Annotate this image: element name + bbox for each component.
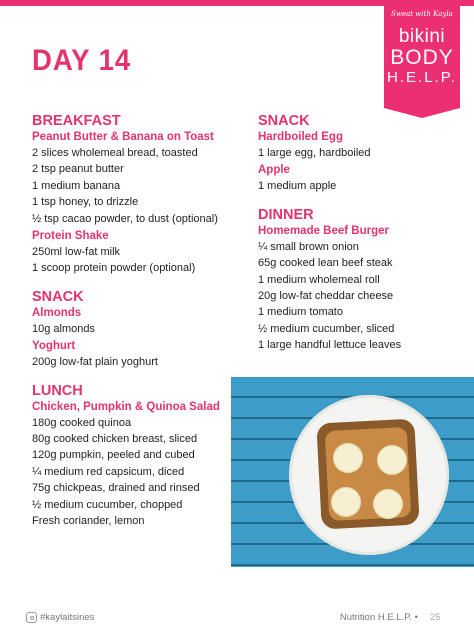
- ingredient-line: 20g low-fat cheddar cheese: [258, 290, 394, 303]
- logo-line-bikini: bikini: [398, 26, 446, 47]
- meal-heading: DINNER: [258, 206, 314, 223]
- ingredient-line: 2 slices wholemeal bread, toasted: [32, 147, 198, 159]
- ingredient-line: 180g cooked quinoa: [32, 416, 132, 429]
- meal-column-left: [32, 112, 242, 530]
- recipe-title: Protein Shake: [32, 230, 109, 243]
- recipe-title: Hardboiled Egg: [258, 131, 343, 143]
- recipe-title: Chicken, Pumpkin & Quinoa Salad: [32, 400, 220, 413]
- ingredient-line: 1 tsp honey, to drizzle: [32, 196, 139, 209]
- meal-heading: SNACK: [258, 113, 310, 129]
- meal-heading: SNACK: [32, 288, 84, 305]
- meal-heading: BREAKFAST: [32, 113, 121, 129]
- ingredient-line: 1 medium banana: [32, 179, 121, 192]
- page-number: 25: [430, 612, 441, 623]
- logo-line-body: BODY: [390, 46, 454, 69]
- ingredient-line: 65g cooked lean beef steak: [258, 257, 393, 270]
- ingredient-line: 2 tsp peanut butter: [32, 163, 124, 176]
- ingredient-line: 75g chickpeas, drained and rinsed: [32, 482, 200, 495]
- section-spacer: [258, 195, 468, 206]
- ingredient-line: 120g pumpkin, peeled and cubed: [32, 449, 195, 462]
- meal-heading: LUNCH: [32, 382, 83, 399]
- bikini-body-help-logo: [384, 0, 460, 108]
- recipe-title: Peanut Butter & Banana on Toast: [32, 131, 214, 143]
- banana-slice: [331, 487, 361, 517]
- recipe-title: Homemade Beef Burger: [258, 224, 390, 237]
- ingredient-line: 1 medium tomato: [258, 306, 343, 319]
- ingredient-line: 200g low-fat plain yoghurt: [32, 356, 158, 369]
- ingredient-line: 1 large egg, hardboiled: [258, 147, 371, 159]
- meal-column-right: [258, 112, 468, 354]
- footer-brand: Nutrition H.E.L.P. •: [339, 612, 418, 623]
- banana-slice: [333, 443, 363, 473]
- ingredient-line: ½ tsp cacao powder, to dust (optional): [32, 212, 218, 225]
- ingredient-line: Fresh coriander, lemon: [32, 515, 145, 528]
- recipe-title: Almonds: [32, 306, 82, 319]
- banana-slice: [373, 489, 403, 519]
- ingredient-line: ½ medium cucumber, sliced: [258, 322, 395, 335]
- peanut-butter-toast-photo: [231, 377, 474, 567]
- ingredient-line: 1 medium apple: [258, 180, 337, 193]
- recipe-title: Yoghurt: [32, 340, 76, 353]
- recipe-title: Apple: [258, 164, 290, 177]
- ingredient-line: ½ medium cucumber, chopped: [32, 498, 183, 511]
- section-spacer: [32, 371, 242, 382]
- ingredient-line: 10g almonds: [32, 322, 95, 335]
- social-handle: #kaylaitsines: [40, 612, 95, 623]
- ingredient-line: 1 medium wholemeal roll: [258, 273, 380, 286]
- page-footer: [0, 603, 474, 632]
- day-title: DAY 14: [32, 44, 132, 77]
- logo-script-text: Sweat with Kayla: [391, 10, 453, 18]
- logo-line-help: H.E.L.P.: [387, 69, 457, 86]
- ingredient-line: 1 scoop protein powder (optional): [32, 262, 196, 275]
- ingredient-line: 250ml low-fat milk: [32, 246, 121, 259]
- ingredient-line: ¼ medium red capsicum, diced: [32, 465, 185, 478]
- banana-slice: [377, 445, 407, 475]
- section-spacer: [32, 277, 242, 288]
- ingredient-line: ¼ small brown onion: [258, 240, 359, 253]
- ingredient-line: 80g cooked chicken breast, sliced: [32, 433, 198, 446]
- instagram-icon: [26, 612, 37, 623]
- ingredient-line: 1 large handful lettuce leaves: [258, 339, 402, 352]
